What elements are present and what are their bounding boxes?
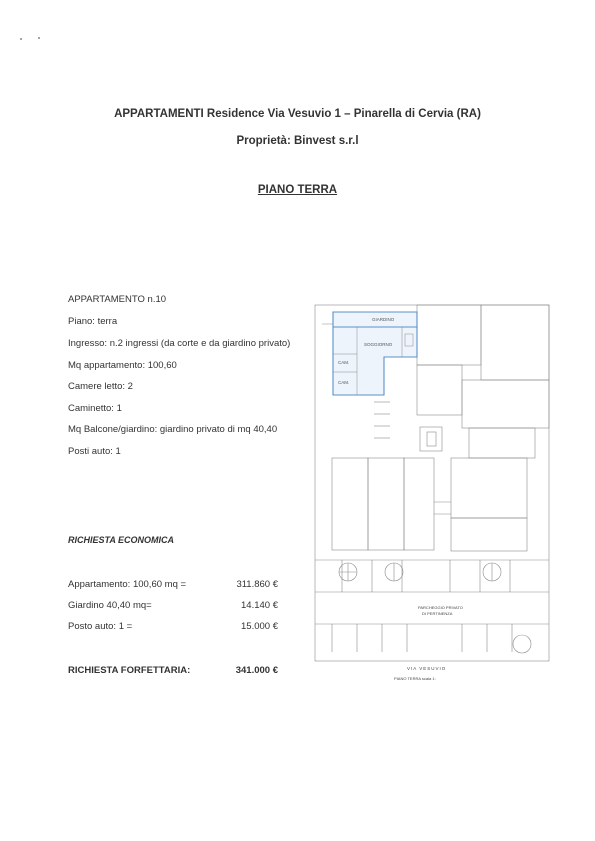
tree-symbol [513, 635, 531, 653]
apartment-floor: Piano: terra [68, 316, 118, 327]
total-value: 341.000 € [235, 665, 278, 676]
street-label: VIA VESUVIO [407, 666, 447, 671]
apartment-area: Mq appartamento: 100,60 [68, 360, 177, 371]
building-block [417, 305, 481, 365]
apartment-parking: Posti auto: 1 [68, 446, 121, 457]
apartment-fireplace: Caminetto: 1 [68, 403, 122, 414]
svg-text:CAM.: CAM. [338, 380, 350, 385]
floor-title: PIANO TERRA [257, 184, 338, 196]
building-block [368, 458, 404, 550]
pricing-title: RICHIESTA ECONOMICA [68, 535, 175, 545]
parking-label: DI PERTINENZA [422, 611, 453, 616]
building-block [462, 380, 549, 428]
apartment-entrances: Ingresso: n.2 ingressi (da corte e da giardino privato) [68, 338, 291, 349]
price-value: 15.000 € [241, 621, 278, 632]
owner-line: Proprietà: Binvest s.r.l [236, 135, 359, 147]
floor-plan [312, 302, 562, 682]
building-block [451, 518, 527, 551]
price-value: 311.860 € [236, 579, 278, 590]
building-block [332, 458, 368, 550]
svg-text:GIARDINO: GIARDINO [372, 317, 395, 322]
building-block [404, 458, 434, 550]
document-title: APPARTAMENTI Residence Via Vesuvio 1 – Pinarella di Cervia (RA) [114, 108, 481, 120]
scan-speck [38, 37, 40, 39]
apartment-name: APPARTAMENTO n.10 [68, 294, 167, 305]
price-label: Giardino 40,40 mq= [68, 600, 152, 611]
scan-speck [20, 38, 22, 40]
apartment-balcony: Mq Balcone/giardino: giardino privato di mq 40,40 [68, 424, 278, 435]
parking-label: PARCHEGGIO PRIVATO [418, 605, 463, 610]
building-block [469, 428, 535, 458]
stair-core [427, 432, 436, 446]
price-label: Posto auto: 1 = [68, 621, 133, 632]
building-block [417, 365, 462, 415]
stair-core [420, 427, 442, 451]
svg-text:CAM.: CAM. [338, 360, 350, 365]
plan-caption: PIANO TERRA scala 1: [394, 676, 436, 681]
apartment-bedrooms: Camere letto: 2 [68, 381, 133, 392]
price-label: Appartamento: 100,60 mq = [68, 579, 187, 590]
building-block [481, 305, 549, 380]
building-block [451, 458, 527, 518]
total-label: RICHIESTA FORFETTARIA: [68, 665, 191, 676]
svg-text:SOGGIORNO: SOGGIORNO [364, 342, 393, 347]
price-value: 14.140 € [241, 600, 278, 611]
